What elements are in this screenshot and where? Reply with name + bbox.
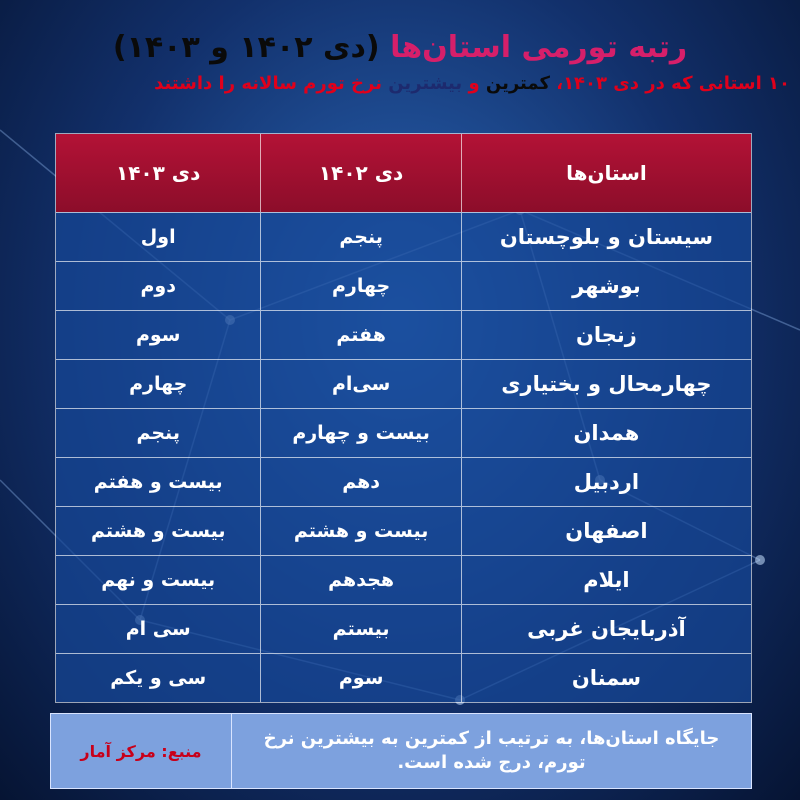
rank-1403-cell: سی و یکم [110,667,207,689]
subtitle-part-5: نرخ تورم سالانه را داشتند [154,73,389,94]
province-cell: اردبیل [461,458,751,506]
rank-1403-cell: سوم [135,324,181,346]
table-header-row [56,134,751,212]
footer-note: جایگاه استان‌ها، به ترتیب از کمترین به بیشترین نرخ تورم، درج شده است. [231,714,751,788]
header-dey-1402: دی ۱۴۰۲ [260,134,460,212]
table-row [56,408,751,457]
title-period: (دی ۱۴۰۲ و ۱۴۰۳) [112,30,380,65]
header-province: استان‌ها [461,134,751,212]
table-row [56,261,751,310]
page-subtitle [0,72,800,96]
rank-1403-cell: دوم [140,275,176,297]
table-row [56,310,751,359]
province-cell: اصفهان [461,507,751,555]
rank-1403-cell: چهارم [129,373,188,395]
rank-1402-cell: بیستم [260,605,460,653]
table-row [56,653,751,702]
province-cell: سیستان و بلوچستان [461,213,751,261]
province-cell: زنجان [461,311,751,359]
province-cell: آذربایجان غربی [461,605,751,653]
province-cell: چهارمحال و بختیاری [461,360,751,408]
header-dey-1403: دی ۱۴۰۳ [116,161,201,185]
province-cell: ایلام [461,556,751,604]
table-row [56,359,751,408]
rank-1402-cell: هجدهم [260,556,460,604]
source-label: منبع: مرکز آمار [80,741,202,761]
rank-1402-cell: بیست و هشتم [260,507,460,555]
rank-1402-cell: دهم [260,458,460,506]
rank-1402-cell: بیست و چهارم [260,409,460,457]
table-row [56,457,751,506]
table-row [56,555,751,604]
rank-1402-cell: سوم [260,654,460,702]
table-row [56,506,751,555]
subtitle-and: و [462,73,486,94]
rank-1403-cell: بیست و هفتم [93,471,223,493]
rank-1403-cell: بیست و نهم [101,569,216,591]
ranking-table [55,133,752,703]
subtitle-lowest: کمترین [485,73,550,94]
rank-1402-cell: هفتم [260,311,460,359]
rank-1402-cell: چهارم [260,262,460,310]
rank-1402-cell: سی‌ام [260,360,460,408]
title-main: رتبه تورمی استان‌ها [390,30,688,65]
footer-box [50,713,752,789]
subtitle-part-1: ۱۰ استانی که در دی ۱۴۰۳، [549,73,790,94]
province-cell: بوشهر [461,262,751,310]
table-row [56,212,751,261]
province-cell: سمنان [461,654,751,702]
table-row [56,604,751,653]
rank-1403-cell: سی ام [125,618,191,640]
header [0,30,800,96]
rank-1403-cell: پنجم [136,422,180,444]
province-cell: همدان [461,409,751,457]
rank-1403-cell: اول [140,226,176,248]
rank-1402-cell: پنجم [260,213,460,261]
rank-1403-cell: بیست و هشتم [90,520,226,542]
subtitle-highest: بیشترین [388,73,463,94]
page-title [0,30,800,66]
